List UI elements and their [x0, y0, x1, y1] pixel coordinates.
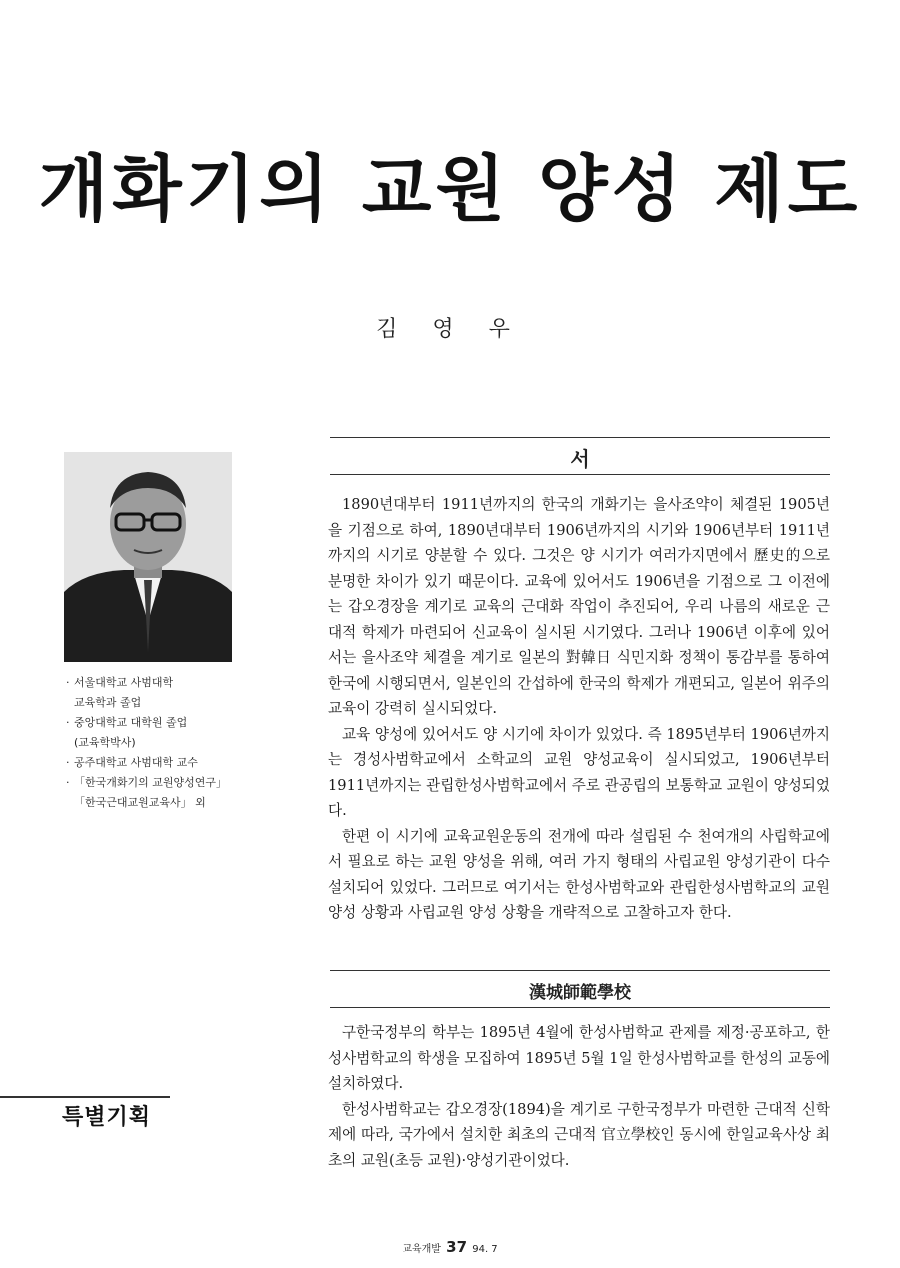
feature-label: 특별기획 — [62, 1105, 152, 1130]
article-author: 김 영 우 — [376, 317, 524, 342]
author-bio — [66, 673, 266, 813]
author-photo — [64, 452, 232, 662]
bio-item: · 「한국개화기의 교원양성연구」 「한국근대교원교육사」 외 — [66, 776, 228, 809]
page-footer — [0, 1238, 900, 1256]
footer-issue: 94. 7 — [472, 1244, 498, 1255]
paragraph: 교육 양성에 있어서도 양 시기에 차이가 있었다. 즉 1895년부터 1906년까지는 경성사범학교에서 소학교의 교원 양성교육이 실시되었고, 1906년부터 1911년까지는 관립한성사범학교에서 주로 관공립의 보통학교 교원이 양성되었다. — [328, 725, 831, 819]
section-heading: 서 — [570, 447, 590, 471]
paragraph: 1890년대부터 1911년까지의 한국의 개화기는 을사조약이 체결된 1905년을 기점으로 하여, 1890년대부터 1906년까지의 시기와 1906년부터 1911년까지의 시기로 양분할 수 있다. 그것은 양 시기가 여러가지면에서 歷史的으로 분명한 차이가 있기 때문이다. 교육에 있어서도 1906년을 기점으로 그 이전에는 갑오경장을 계기로 교육의 근대화 작업이 추진되어, 우리 나름의 새로운 근대적 학제가 마련되어 신교육이 실시된 시기였다. 그러나 1906년 이후에 있어서는 을사조약 체결을 계기로 일본의 對韓日 식민지화 정책이 통감부를 통하여 한국에 시행되면서, 일본인의 간섭하에 한국의 학제가 개편되고, 일본어 위주의 교육이 강력히 실시되었다. — [328, 496, 830, 717]
footer-magazine: 교육개발 — [402, 1244, 441, 1255]
bio-item: · 서울대학교 사범대학 교육학과 졸업 — [66, 676, 174, 709]
section-rule-top — [330, 970, 830, 971]
section-rule-top — [330, 437, 830, 438]
section-heading: 漢城師範學校 — [529, 983, 631, 1003]
paragraph: 구한국정부의 학부는 1895년 4월에 한성사범학교 관제를 제정·공포하고, 한성사범학교의 학생을 모집하여 1895년 5월 1일 한성사범학교를 한성의 교동에 설치하였다. — [328, 1024, 830, 1092]
footer-page-number: 37 — [446, 1238, 468, 1256]
section-body-hanseong — [328, 1020, 830, 1173]
feature-label-rule — [0, 1096, 170, 1098]
author-portrait-image — [64, 452, 232, 662]
section-body-intro — [328, 492, 830, 926]
bio-item: · 공주대학교 사범대학 교수 — [66, 756, 198, 769]
bio-item: · 중앙대학교 대학원 졸업 (교육학박사) — [66, 716, 188, 749]
paragraph: 한성사범학교는 갑오경장(1894)을 계기로 구한국정부가 마련한 근대적 신학제에 따라, 국가에서 설치한 최초의 근대적 官立學校인 동시에 한일교육사상 최초의 교원(초등 교원)·양성기관이었다. — [328, 1100, 830, 1169]
article-title: 개화기의 교원 양성 제도 — [38, 147, 862, 231]
section-rule-bottom — [330, 474, 830, 475]
section-rule-bottom — [330, 1007, 830, 1008]
paragraph: 한편 이 시기에 교육교원운동의 전개에 따라 설립된 수 천여개의 사립학교에서 필요로 하는 교원 양성을 위해, 여러 가지 형태의 사립교원 양성기관이 다수 설치되어 있었다. 그러므로 여기서는 한성사범학교와 관립한성사범학교의 교원 양성 상황과 사립교원 양성 상황을 개략적으로 고찰하고자 한다. — [328, 827, 830, 921]
